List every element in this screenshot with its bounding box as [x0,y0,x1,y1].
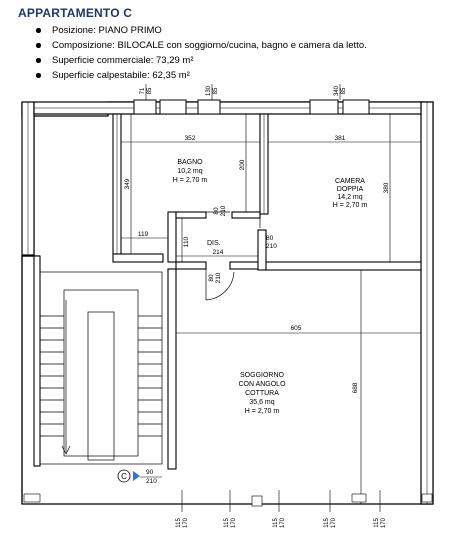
bagno-name: BAGNO [177,159,203,166]
entrance-marker [118,470,140,482]
dim-dis-110: 110 [183,236,190,248]
bw2b: 170 [231,517,237,529]
dim-entrance-b: 210 [146,478,157,485]
dim-camera-door-a: 80 [266,235,274,242]
room-dis [207,240,221,247]
exterior-walls [22,102,433,504]
dim-bagno-inner: 200 [239,159,246,171]
dim-bagno-width: 352 [184,135,196,142]
soggiorno-name-3: COTTURA [245,390,279,397]
apartment-title: APPARTAMENTO C [18,6,133,20]
dis-name: DIS. [207,240,221,247]
top-window-1b: 85 [147,87,153,95]
interior-walls [34,114,421,469]
dim-living-door-a: 80 [208,274,215,282]
entrance-letter: C [121,472,127,481]
spec-position: Posizione: PIANO PRIMO [36,23,448,38]
bw3b: 170 [280,517,286,529]
bottom-window-labels [176,517,387,528]
dim-bagno-height: 349 [124,178,131,190]
camera-name-1: CAMERA [335,178,365,185]
spec-walkable-area: Superficie calpestabile: 62,35 m² [36,68,448,83]
soggiorno-area: 35,6 mq [249,399,275,406]
soggiorno-name-1: SOGGIORNO [240,372,284,379]
bw1b: 170 [183,517,189,529]
dimension-lines [121,114,421,504]
top-window-labels [140,85,347,96]
bw5a: 115 [374,518,380,528]
bottom-windows [24,490,432,512]
top-window-3b: 85 [341,87,347,95]
dim-dis-214: 214 [212,249,224,256]
bw4b: 170 [331,517,337,529]
soggiorno-height: H = 2,70 m [244,408,280,415]
dim-entrance-a: 90 [146,469,154,476]
dim-living-width: 605 [290,325,302,332]
bw5b: 170 [381,517,387,529]
spec-commercial-area: Superficie commerciale: 73,29 m² [36,53,448,68]
bagno-area: 10,2 mq [177,168,203,175]
dim-camera-door-b: 210 [266,243,277,250]
dim-camera-width: 381 [334,135,346,142]
top-window-2a: 130 [206,85,212,97]
dim-living-height: 688 [352,382,359,394]
room-camera [333,178,368,209]
top-ticks [146,84,340,100]
soggiorno-name-2: CON ANGOLO [238,381,286,388]
camera-area: 14,2 mq [337,194,363,201]
bw3a: 115 [273,518,279,528]
camera-name-2: DOPPIA [336,186,364,193]
spec-composition: Composizione: BILOCALE con soggiorno/cucina, bagno e camera da letto. [36,38,448,53]
dim-corridor: 119 [137,231,149,238]
dim-camera-height: 380 [383,182,390,194]
room-soggiorno [238,372,286,415]
staircase [40,272,162,464]
bagno-height: H = 2,70 m [172,177,208,184]
bw2a: 115 [224,518,230,528]
top-window-2b: 85 [213,87,219,95]
entrance-arrow-icon [133,471,140,481]
top-window-3a: 340 [334,85,340,97]
room-bagno [173,159,208,184]
dim-living-door-b: 210 [215,272,222,284]
top-window-1a: 71 [140,87,146,95]
dim-bagno-door-b: 210 [220,205,227,217]
bw1a: 115 [176,518,182,528]
dim-bagno-door-a: 80 [213,207,220,215]
camera-height: H = 2,70 m [332,202,368,209]
bw4a: 115 [324,518,330,528]
